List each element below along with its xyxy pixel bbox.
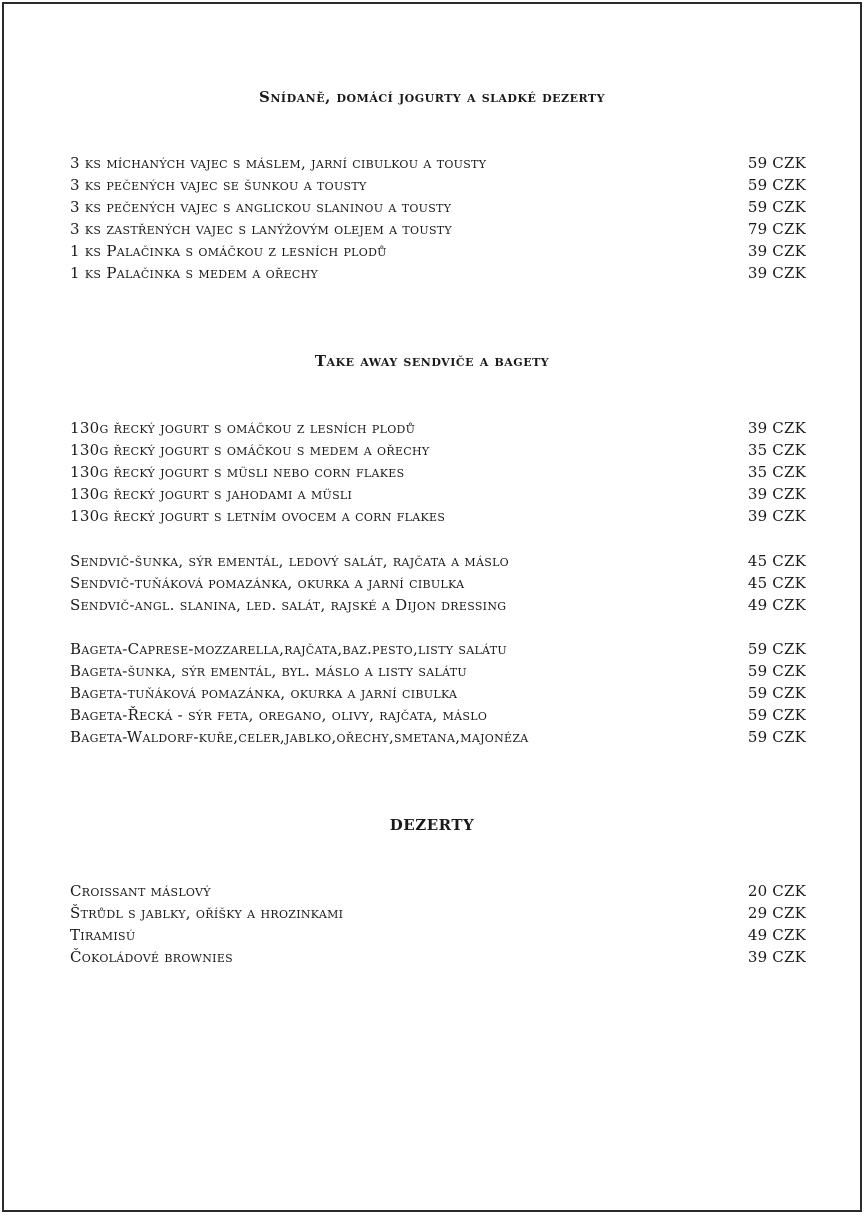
item-name: 1 ks Palačinka s medem a ořechy [70,264,319,282]
item-name: Sendvič-angl. slanina, led. salát, rajské a Dijon dressing [70,596,507,614]
item-price: 59 CZK [747,684,806,702]
item-name: Štrůdl s jablky, oříšky a hrozinkami [70,904,344,922]
section-breakfast [4,86,860,108]
item-price: 39 CZK [747,485,806,503]
item-price: 59 CZK [747,728,806,746]
item-price: 29 CZK [747,904,806,922]
menu-item [70,174,808,196]
item-price: 59 CZK [747,706,806,724]
menu-item [70,572,808,594]
menu-item [70,439,808,461]
item-price: 49 CZK [747,926,806,944]
menu-item [70,924,808,946]
item-list [70,417,808,527]
section-title: Snídaně, domácí jogurty a sladké dezerty [259,88,605,106]
section-desserts [4,814,860,836]
menu-item [70,594,808,616]
item-name: 3 ks zastřených vajec s lanýžovým olejem a tousty [70,220,452,238]
item-price: 39 CZK [747,507,806,525]
item-price: 39 CZK [747,948,806,966]
item-name: Bageta-šunka, sýr ementál, byl. máslo a listy salátu [70,662,467,680]
menu-item [70,262,808,284]
item-name: 130g řecký jogurt s letním ovocem a corn flakes [70,507,446,525]
item-price: 59 CZK [747,640,806,658]
item-name: 130g řecký jogurt s omáčkou s medem a ořechy [70,441,430,459]
menu-item [70,196,808,218]
item-name: 3 ks míchaných vajec s máslem, jarní cibulkou a tousty [70,154,487,172]
menu-item [70,417,808,439]
menu-item [70,946,808,968]
item-price: 39 CZK [747,242,806,260]
item-name: Croissant máslový [70,882,211,900]
item-name: Tiramisú [70,926,136,944]
menu-item [70,152,808,174]
item-name: 1 ks Palačinka s omáčkou z lesních plodů [70,242,387,260]
menu-item [70,704,808,726]
item-price: 45 CZK [747,574,806,592]
item-price: 20 CZK [747,882,806,900]
item-name: Sendvič-šunka, sýr ementál, ledový salát, rajčata a máslo [70,552,509,570]
menu-item [70,726,808,748]
menu-item [70,638,808,660]
section-take-away [4,350,860,372]
menu-item [70,218,808,240]
item-name: Bageta-Řecká - sýr feta, oregano, olivy, rajčata, máslo [70,706,488,724]
item-price: 79 CZK [747,220,806,238]
item-name: 130g řecký jogurt s müsli nebo corn flakes [70,463,405,481]
item-list [70,152,808,284]
item-price: 59 CZK [747,198,806,216]
section-title: Take away sendviče a bagety [314,352,550,370]
item-name: Bageta-Caprese-mozzarella,rajčata,baz.pesto,listy salátu [70,640,507,658]
menu-item [70,505,808,527]
item-price: 45 CZK [747,552,806,570]
item-name: Čokoládové brownies [70,948,233,966]
item-list [70,638,808,748]
section-title: DEZERTY [389,816,475,834]
menu-item [70,461,808,483]
item-price: 35 CZK [747,463,806,481]
item-price: 59 CZK [747,154,806,172]
item-name: 3 ks pečených vajec s anglickou slaninou a tousty [70,198,452,216]
item-name: Bageta-tuňáková pomazánka, okurka a jarní cibulka [70,684,458,702]
item-list [70,550,808,616]
menu-item [70,880,808,902]
item-price: 39 CZK [747,419,806,437]
item-name: 130g řecký jogurt s omáčkou z lesních plodů [70,419,416,437]
item-name: 3 ks pečených vajec se šunkou a tousty [70,176,367,194]
item-name: Sendvič-tuňáková pomazánka, okurka a jarní cibulka [70,574,465,592]
item-name: Bageta-Waldorf-kuře,celer,jablko,ořechy,smetana,majonéza [70,728,529,746]
menu-item [70,240,808,262]
menu-item [70,902,808,924]
item-price: 35 CZK [747,441,806,459]
menu-item [70,483,808,505]
menu-item [70,550,808,572]
menu-page [2,2,862,1212]
item-name: 130g řecký jogurt s jahodami a müsli [70,485,353,503]
menu-item [70,682,808,704]
item-list [70,880,808,968]
menu-item [70,660,808,682]
item-price: 49 CZK [747,596,806,614]
item-price: 59 CZK [747,662,806,680]
item-price: 39 CZK [747,264,806,282]
item-price: 59 CZK [747,176,806,194]
